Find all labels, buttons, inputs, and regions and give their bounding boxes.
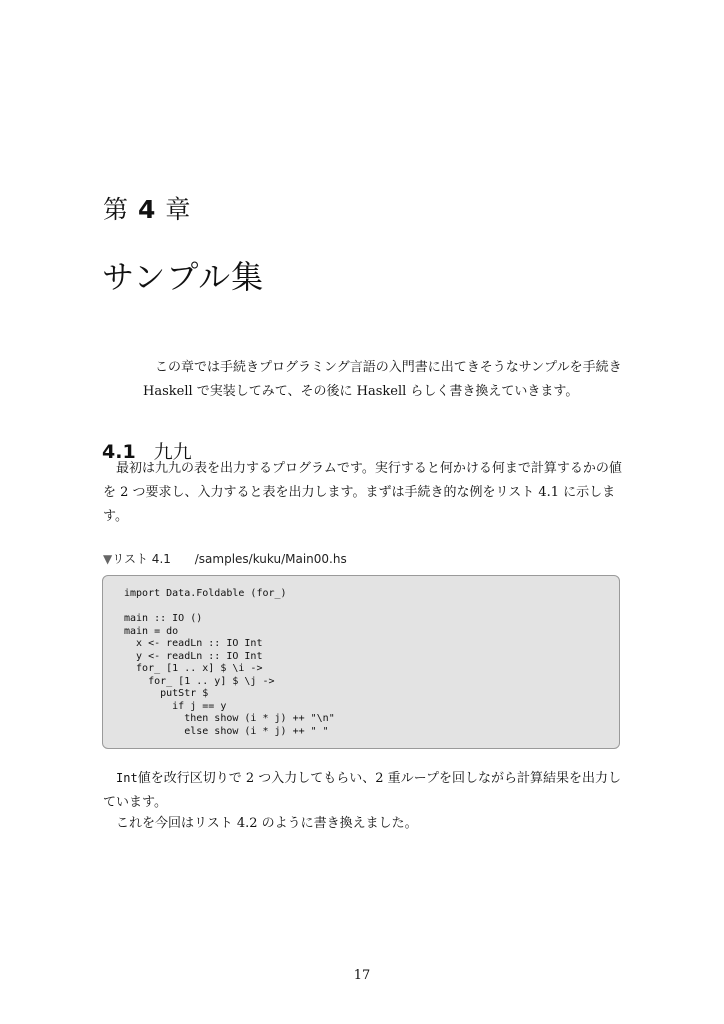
triangle-marker-icon: ▼ bbox=[103, 552, 113, 566]
body-paragraph: 最初は九九の表を出力するプログラムです。実行すると何かける何まで計算するかの値を 2 つ要求し、入力すると表を出力します。まずは手続き的な例をリスト 4.1 に示します。 bbox=[103, 461, 622, 524]
inline-code: Int bbox=[116, 771, 138, 785]
chapter-abstract: この章では手続きプログラミング言語の入門書に出てきそうなサンプルを手続き Haskell で実装してみて、その後に Haskell らしく書き換えていきます。 bbox=[143, 360, 622, 399]
chapter-prefix: 第 bbox=[103, 195, 130, 224]
page-number: 17 bbox=[353, 968, 371, 983]
code-listing bbox=[102, 575, 620, 749]
body-paragraph: これを今回はリスト 4.2 のように書き換えました。 bbox=[116, 816, 418, 831]
chapter-label bbox=[103, 190, 191, 226]
section-title: 九九 bbox=[153, 441, 192, 463]
listing-path: /samples/kuku/Main00.hs bbox=[194, 552, 347, 566]
chapter-suffix: 章 bbox=[165, 195, 192, 224]
chapter-title: サンプル集 bbox=[102, 258, 265, 296]
listing-caption bbox=[103, 550, 347, 567]
section-number: 4.1 bbox=[102, 441, 136, 463]
listing-label: リスト 4.1 bbox=[112, 552, 171, 566]
code-text: import Data.Foldable (for_) main :: IO () main = do x <- readLn :: IO Int y <- readLn :: IO Int for_ [1 .. x] $ \i -> for_ [1 .. y] $ \j -> putStr $ if j == y then show (i * j) ++ "\n" else show (i * j) ++ " " bbox=[124, 588, 335, 737]
body-paragraph bbox=[103, 766, 623, 815]
chapter-number: 4 bbox=[137, 195, 157, 224]
paragraph-text: 値を改行区切りで 2 つ入力してもらい、2 重ループを回しながら計算結果を出力しています。 bbox=[103, 771, 621, 810]
